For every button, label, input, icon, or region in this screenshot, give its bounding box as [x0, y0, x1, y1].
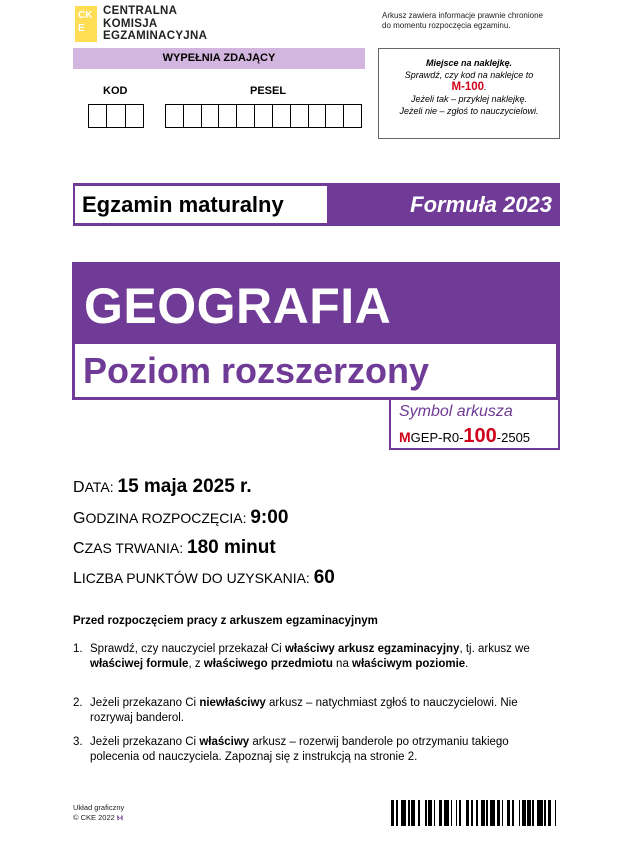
info-points-first: L [73, 570, 82, 587]
sticker-code-suffix: . [484, 82, 487, 92]
instruction-item-1 [73, 642, 553, 672]
info-duration [73, 536, 276, 561]
instruction-text: arkusz – rozerwij banderole po otrzymaniu takiego polecenia od nauczyciela. Zapoznaj się z instrukcją na stronie 2. [90, 736, 509, 763]
cke-logo-text [103, 5, 207, 43]
info-points [73, 566, 335, 591]
pesel-digit-box[interactable] [326, 105, 344, 127]
symbol-prefix: M [399, 429, 411, 445]
info-points-value: 60 [313, 567, 335, 588]
instruction-text: , z [188, 658, 204, 670]
info-date-first: D [73, 479, 85, 496]
pesel-digit-box[interactable] [219, 105, 237, 127]
info-start-first: G [73, 510, 86, 527]
instruction-bold: właściwy [199, 736, 250, 748]
instruction-number: 3. [73, 736, 83, 748]
sticker-area [378, 48, 560, 139]
pesel-digit-box[interactable] [184, 105, 202, 127]
pesel-digit-box[interactable] [237, 105, 255, 127]
kod-label: KOD [103, 85, 128, 97]
sticker-code: M-100 [451, 81, 485, 93]
instruction-text: Sprawdź, czy nauczyciel przekazał Ci [90, 643, 285, 655]
kod-input-boxes[interactable] [88, 104, 144, 128]
info-start-value: 9:00 [250, 507, 289, 528]
symbol-number: 100 [463, 425, 497, 447]
pesel-digit-box[interactable] [166, 105, 184, 127]
notice-line-1: Arkusz zawiera informacje prawnie chronione [382, 11, 543, 20]
info-date [73, 475, 252, 500]
pesel-input-boxes[interactable] [165, 104, 362, 128]
kod-digit-box[interactable] [126, 105, 143, 127]
instruction-text: Jeżeli przekazano Ci [90, 736, 200, 748]
instruction-bold: właściwym poziomie [352, 658, 466, 670]
info-date-value: 15 maja 2025 r. [117, 476, 252, 497]
instruction-text: Jeżeli przekazano Ci [90, 697, 200, 709]
instruction-bold: właściwej formule [90, 658, 189, 670]
instruction-bold: właściwego przedmiotu [203, 658, 333, 670]
info-date-label: ATA: [84, 479, 114, 495]
symbol-middle: GEP-R0- [410, 430, 464, 445]
footer-credits [73, 803, 124, 823]
pesel-digit-box[interactable] [273, 105, 291, 127]
instruction-number: 2. [73, 697, 83, 709]
pesel-digit-box[interactable] [309, 105, 327, 127]
symbol-code [399, 424, 530, 450]
instruction-text: . [465, 658, 469, 670]
instruction-text: arkusz – natychmiast zgłoś to nauczycielowi. Nie rozrywaj banderol. [90, 697, 518, 724]
kod-digit-box[interactable] [89, 105, 107, 127]
symbol-suffix: -2505 [496, 430, 531, 445]
info-start-label: ODZINA ROZPOCZĘCIA: [85, 510, 247, 526]
notice-line-2: do momentu rozpoczęcia egzaminu. [382, 21, 511, 30]
symbol-label: Symbol arkusza [399, 403, 513, 420]
instruction-text: , tj. arkusz we [459, 643, 530, 655]
pesel-digit-box[interactable] [202, 105, 220, 127]
instruction-number: 1. [73, 643, 83, 655]
sticker-line-1: Miejsce na naklejkę. [425, 58, 513, 68]
pesel-label: PESEL [250, 85, 287, 97]
sticker-line-3: Jeżeli tak – przyklej naklejkę. [410, 94, 528, 104]
instruction-item-2 [73, 696, 553, 726]
exam-title: Egzamin maturalny [75, 186, 327, 223]
info-duration-value: 180 minut [187, 537, 276, 558]
cke-mini-logo-icon: Ⲙ [116, 813, 124, 822]
barcode-icon [391, 800, 558, 826]
cke-logo-mark [75, 6, 97, 42]
logo-mark-letters-top: CK [78, 10, 93, 21]
instruction-bold: właściwy arkusz egzaminacyjny [284, 643, 460, 655]
logo-mark-letters-bottom: E [78, 23, 85, 34]
footer-line-1: Układ graficzny [73, 803, 125, 812]
sticker-line-4: Jeżeli nie – zgłoś to nauczycielowi. [399, 106, 539, 116]
sticker-line-2: Sprawdź, czy kod na naklejce to [404, 70, 534, 80]
subject-level: Poziom rozszerzony [75, 344, 556, 397]
pesel-digit-box[interactable] [344, 105, 361, 127]
pesel-digit-box[interactable] [255, 105, 273, 127]
logo-line-1: CENTRALNA [103, 5, 178, 17]
subject-name: GEOGRAFIA [84, 278, 392, 334]
kod-digit-box[interactable] [107, 105, 125, 127]
pesel-digit-box[interactable] [291, 105, 309, 127]
info-duration-first: C [73, 540, 85, 557]
exam-formula: Formuła 2023 [410, 192, 552, 217]
legal-notice [382, 11, 543, 31]
instructions-heading: Przed rozpoczęciem pracy z arkuszem egzaminacyjnym [73, 615, 378, 627]
instruction-bold: niewłaściwy [199, 697, 266, 709]
logo-line-2: KOMISJA [103, 17, 158, 30]
info-points-label: ICZBA PUNKTÓW DO UZYSKANIA: [81, 570, 310, 586]
instruction-item-3 [73, 735, 553, 765]
info-start-time [73, 506, 288, 531]
instruction-text: na [332, 658, 353, 670]
candidate-fill-header: WYPEŁNIA ZDAJĄCY [73, 48, 365, 69]
info-duration-label: ZAS TRWANIA: [84, 540, 184, 556]
footer-line-2: © CKE 2022 [73, 813, 115, 822]
logo-line-3: EGZAMINACYJNA [103, 30, 208, 42]
